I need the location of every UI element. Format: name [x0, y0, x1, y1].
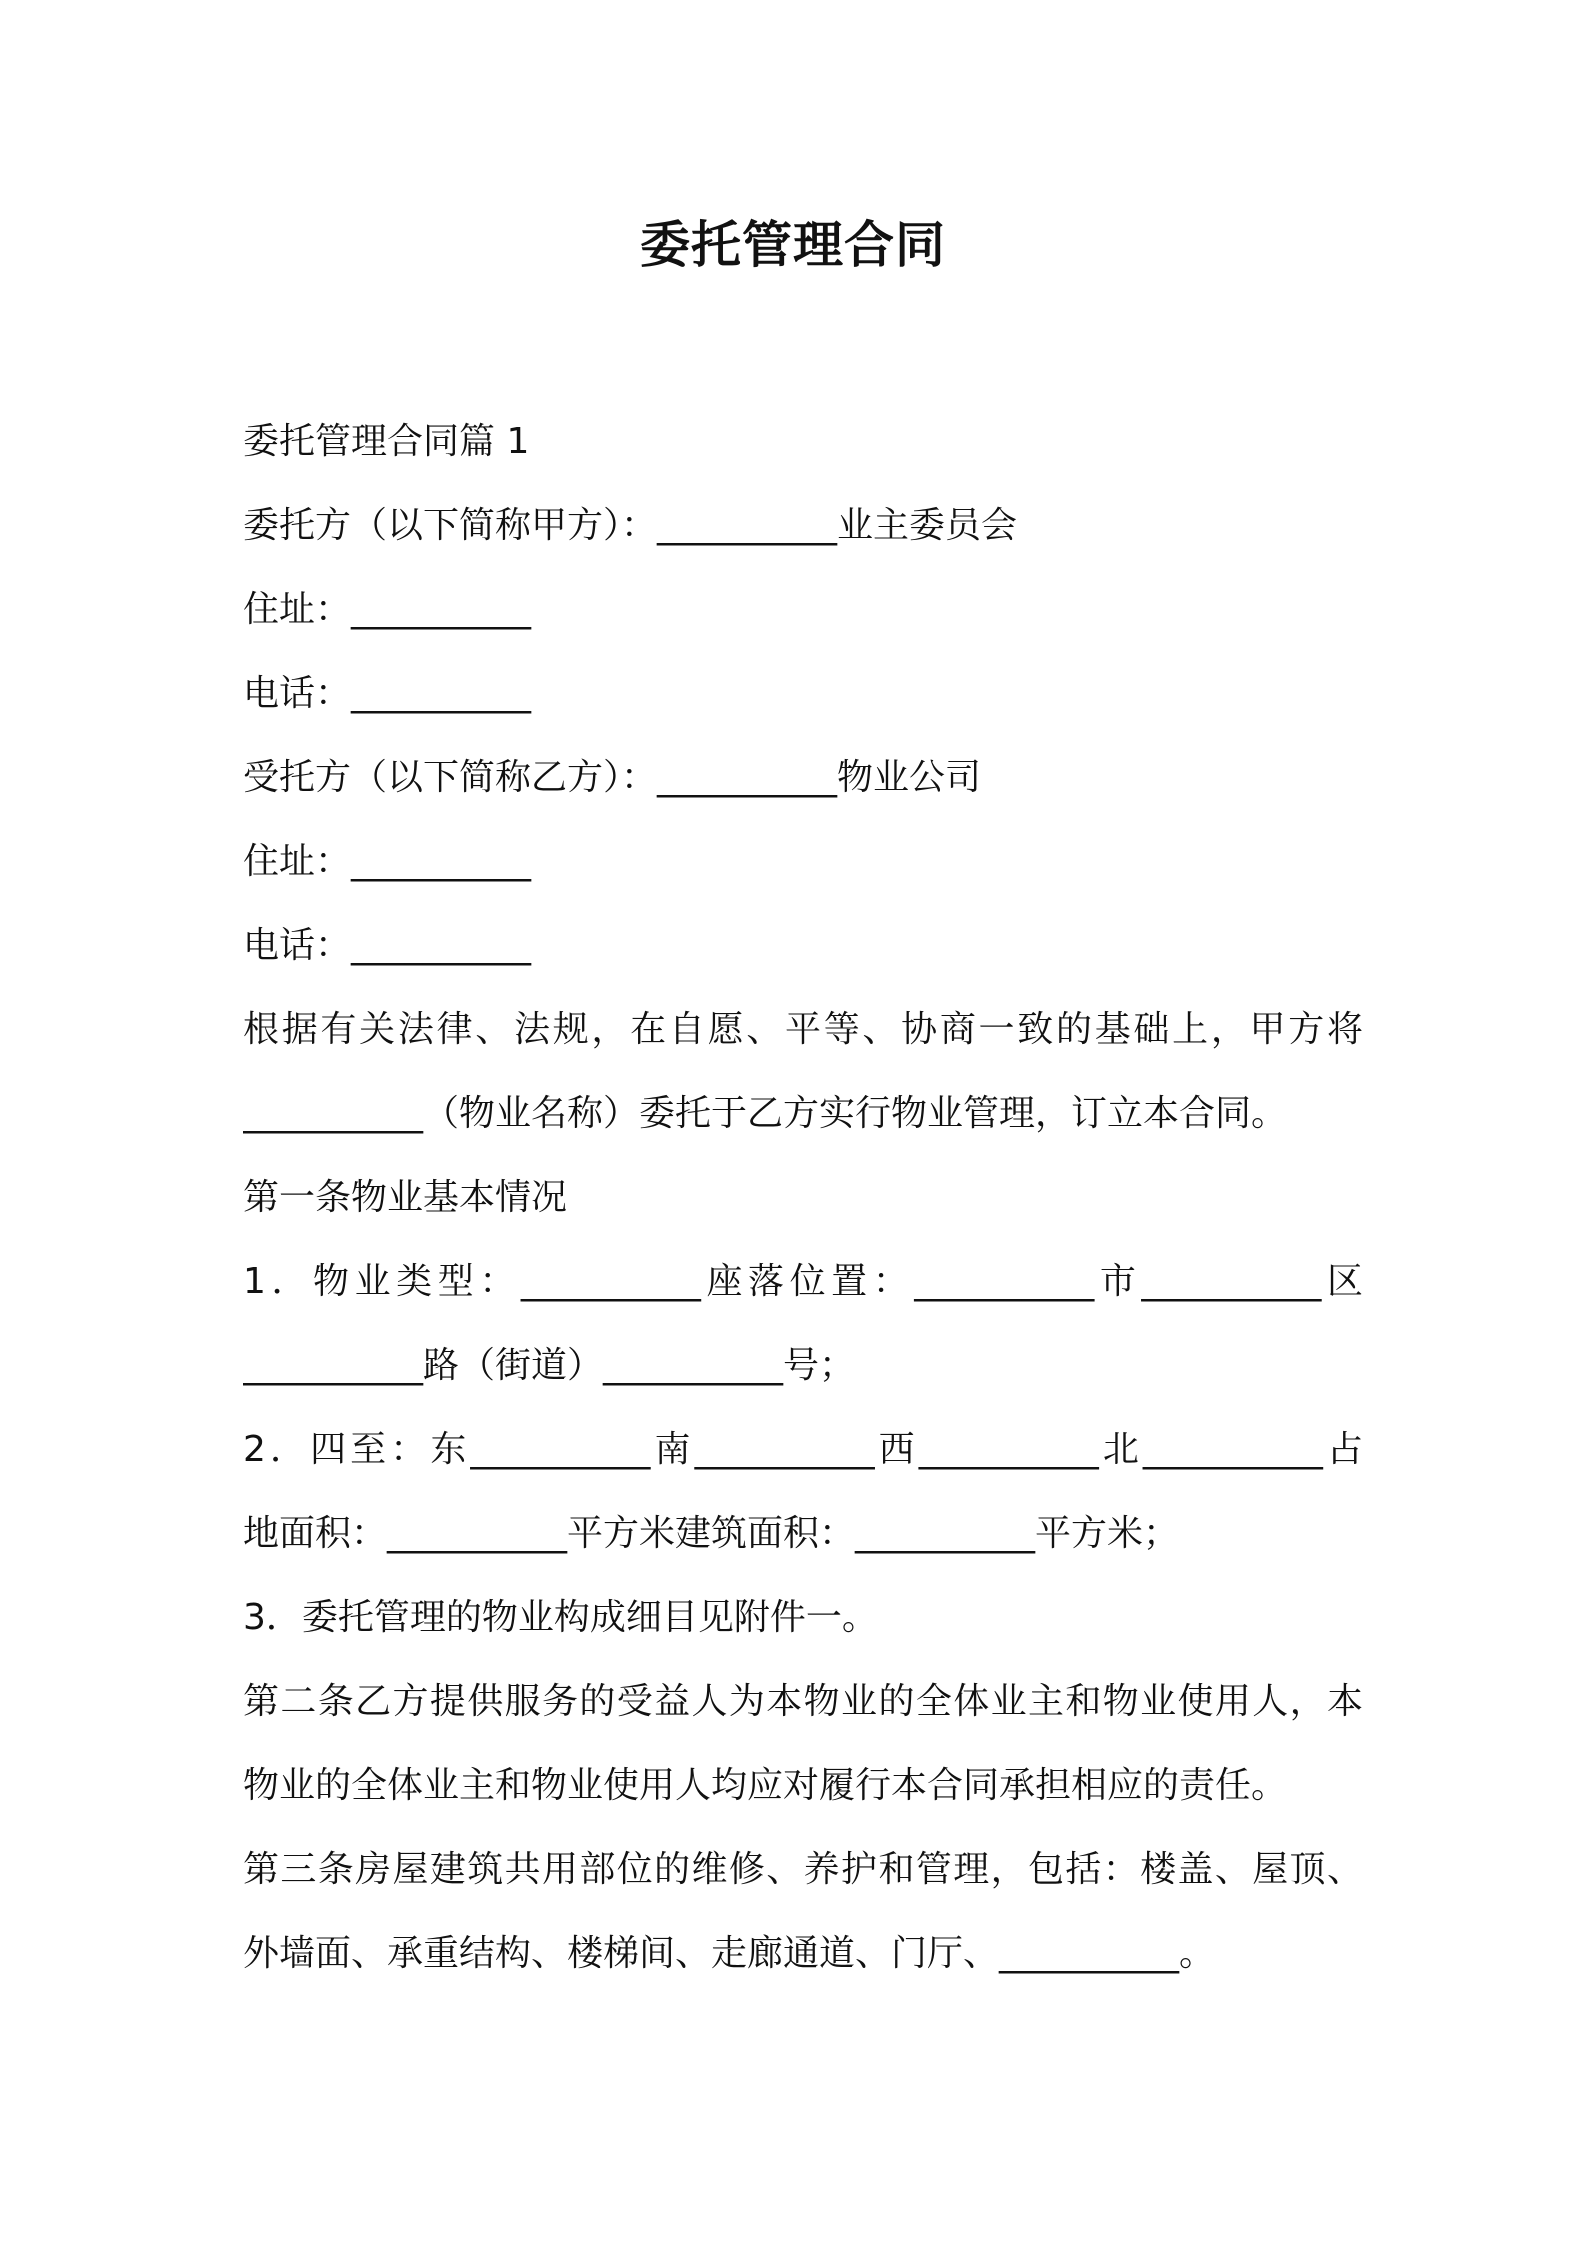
article-3-line-1: 第三条房屋建筑共用部位的维修、养护和管理，包括：楼盖、屋顶、 — [243, 1849, 1363, 1890]
article-1-item-2-line-1: 2．四至：东__________南__________西__________北__________占 — [243, 1429, 1363, 1470]
document-title: 委托管理合同 — [640, 216, 946, 274]
article-1-item-3: 3．委托管理的物业构成细目见附件一。 — [243, 1597, 878, 1638]
article-2-line-1: 第二条乙方提供服务的受益人为本物业的全体业主和物业使用人，本 — [243, 1681, 1363, 1722]
section-heading: 委托管理合同篇 1 — [243, 421, 530, 462]
party-b-line: 受托方（以下简称乙方）：__________物业公司 — [243, 757, 982, 798]
article-1-heading: 第一条物业基本情况 — [243, 1177, 568, 1218]
article-1-item-2-line-2: 地面积：__________平方米建筑面积：__________平方米； — [243, 1513, 1180, 1554]
party-b-phone: 电话：__________ — [243, 925, 532, 966]
article-1-item-1-line-2: __________路（街道）__________号； — [243, 1345, 856, 1386]
preamble-line-2: __________（物业名称）委托于乙方实行物业管理，订立本合同。 — [243, 1093, 1288, 1134]
party-b-address: 住址：__________ — [243, 841, 532, 882]
article-2-line-2: 物业的全体业主和物业使用人均应对履行本合同承担相应的责任。 — [243, 1765, 1288, 1806]
contract-body — [243, 400, 1363, 1996]
party-a-address: 住址：__________ — [243, 589, 532, 630]
party-a-phone: 电话：__________ — [243, 673, 532, 714]
party-a-line: 委托方（以下简称甲方）：__________业主委员会 — [243, 505, 1018, 546]
article-3-line-2: 外墙面、承重结构、楼梯间、走廊通道、门厅、__________。 — [243, 1933, 1216, 1974]
preamble-line-1: 根据有关法律、法规，在自愿、平等、协商一致的基础上，甲方将 — [243, 1009, 1363, 1050]
article-1-item-1-line-1: 1．物业类型：__________座落位置：__________市__________区 — [243, 1261, 1363, 1302]
